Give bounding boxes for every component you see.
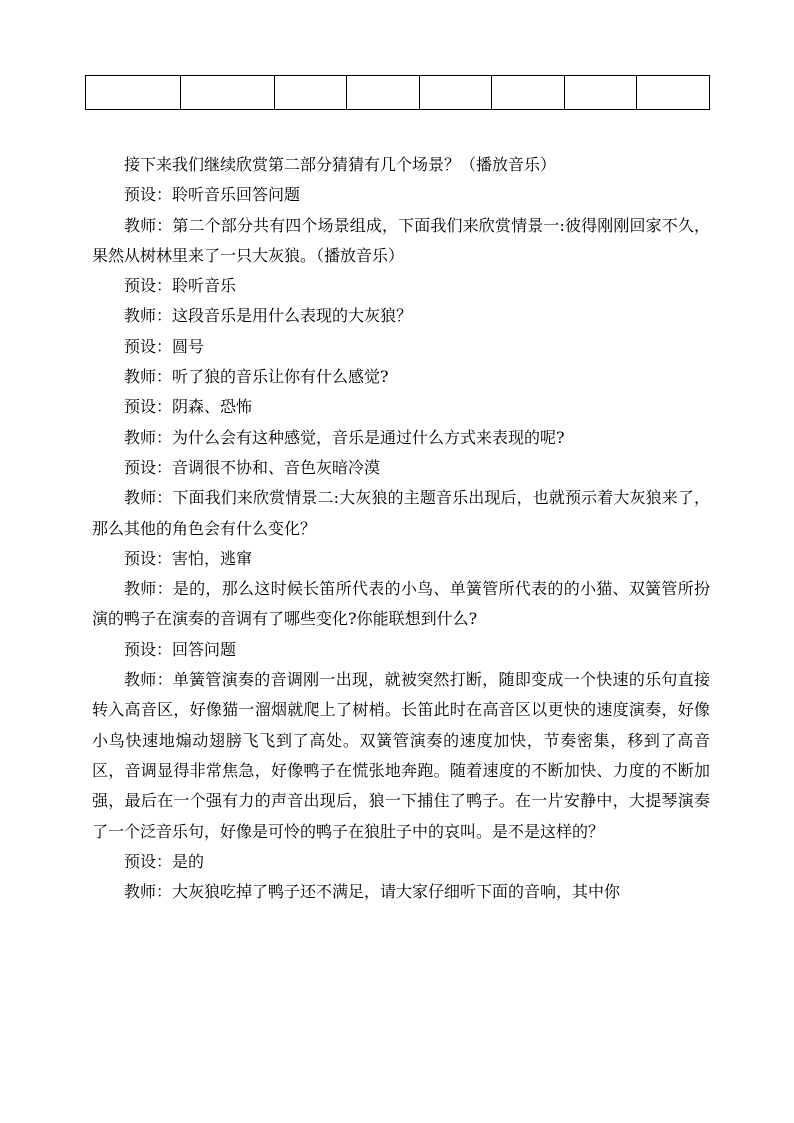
table-cell [181, 76, 275, 110]
table-cell [86, 76, 181, 110]
paragraph: 预设：聆听音乐回答问题 [124, 185, 301, 205]
table-cell [565, 76, 637, 110]
paragraph: 预设：回答问题 [124, 639, 237, 659]
table-row [86, 76, 710, 110]
paragraph: 教师：听了狼的音乐让你有什么感觉? [124, 367, 389, 387]
table-cell [420, 76, 492, 110]
paragraph: 教师：大灰狼吃掉了鸭子还不满足，请大家仔细听下面的音响，其中你 [124, 882, 621, 902]
paragraph: 教师：是的，那么这时候长笛所代表的小鸟、单簧管所代表的的小猫、双簧管所扮演的鸭子在演奏的音调有了哪些变化?你能联想到什么? [92, 579, 710, 629]
paragraph: 预设：是的 [124, 851, 205, 871]
paragraph: 预设：音调很不协和、音色灰暗冷漠 [124, 457, 381, 477]
empty-table [85, 75, 710, 110]
table-cell [275, 76, 347, 110]
paragraph: 预设：圆号 [124, 336, 205, 356]
paragraph: 接下来我们继续欣赏第二部分猜猜有几个场景？（播放音乐） [124, 155, 557, 174]
table-cell [637, 76, 710, 110]
paragraph: 教师：单簧管演奏的音调刚一出现，就被突然打断，随即变成一个快速的乐句直接转入高音区，好像猫一溜烟就爬上了树梢。长笛此时在高音区以更快的速度演奏，好像小鸟快速地煽动翅膀飞飞到了高处。双簧管演奏的速度加快，节奏密集，移到了高音区，音调显得非常焦急，好像鸭子在慌张地奔跑。随着速度的不断加快、力度的不断加强，最后在一个强有力的声音出现后，狼一下捕住了鸭子。在一片安静中，大提琴演奏了一个泛音乐句，好像是可怜的鸭子在狼肚子中的哀叫。是不是这样的？ [92, 670, 710, 841]
paragraph: 预设：害怕，逃窜 [124, 548, 253, 568]
table-cell [492, 76, 565, 110]
table-cell [347, 76, 420, 110]
paragraph: 教师：为什么会有这种感觉，音乐是通过什么方式来表现的呢? [124, 427, 565, 447]
paragraph: 教师：下面我们来欣赏情景二:大灰狼的主题音乐出现后，也就预示着大灰狼来了，那么其他的角色会有什么变化？ [92, 488, 710, 538]
paragraph: 教师：这段音乐是用什么表现的大灰狼？ [124, 306, 413, 326]
paragraph: 教师：第二个部分共有四个场景组成，下面我们来欣赏情景一:彼得刚刚回家不久，果然从树林里来了一只大灰狼。（播放音乐） [92, 215, 710, 265]
paragraph: 预设：聆听音乐 [124, 276, 237, 296]
paragraph: 预设：阴森、恐怖 [124, 397, 253, 417]
document-body [92, 150, 710, 907]
